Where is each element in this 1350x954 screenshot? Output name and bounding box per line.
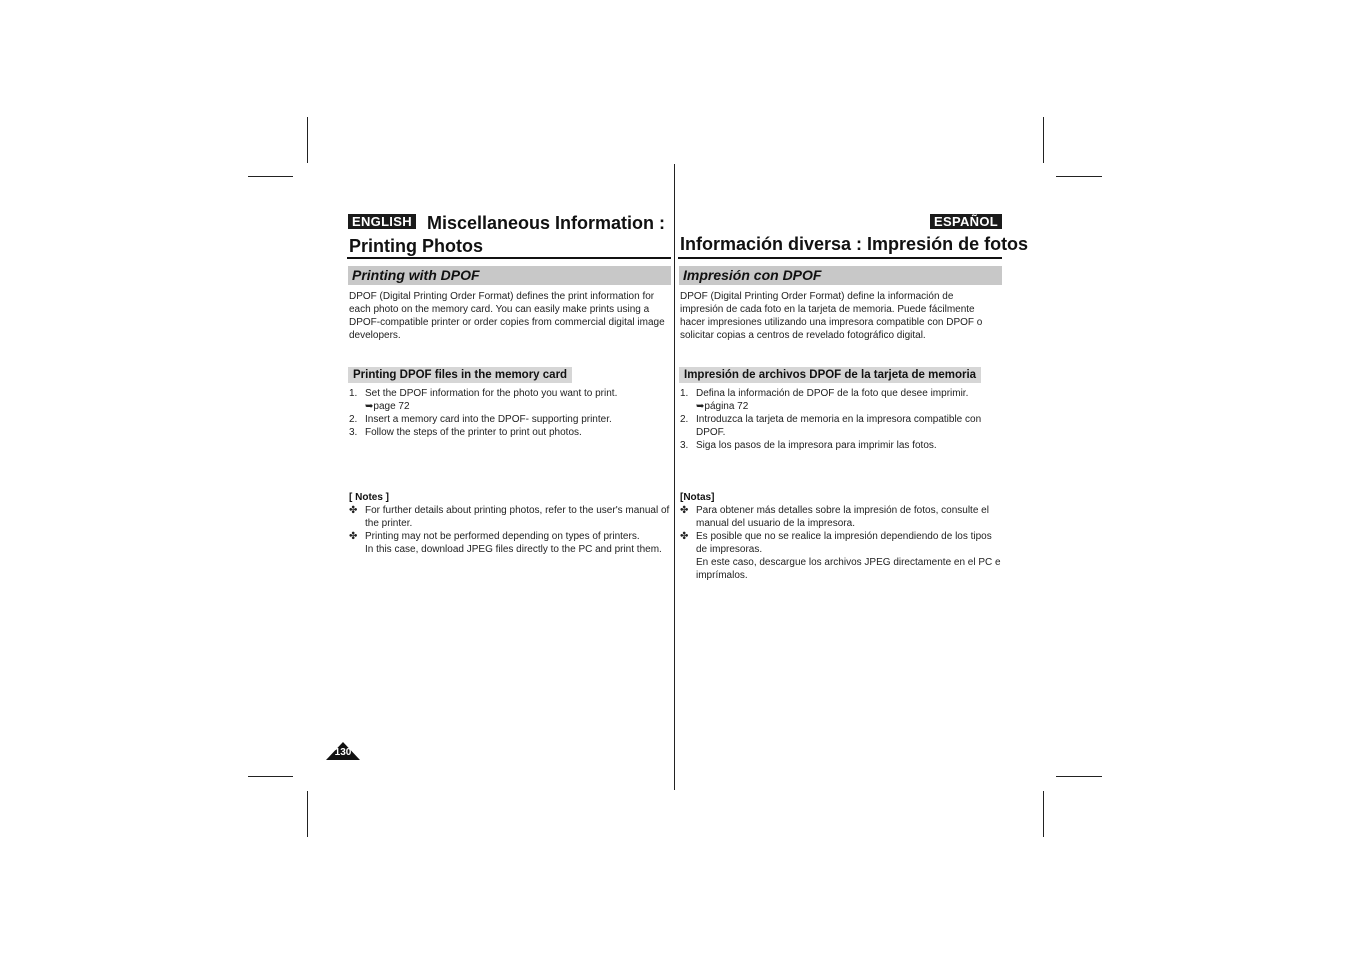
english-language-badge: ENGLISH	[348, 214, 416, 229]
list-item: 3. Siga los pasos de la impresora para imprimir las fotos.	[680, 440, 937, 451]
list-item: ✤ Printing may not be performed depending on types of printers. In this case, download JPEG files directly to the PC and print them.	[349, 531, 662, 555]
english-title-rule	[347, 257, 671, 259]
english-section-title: Printing with DPOF	[348, 266, 671, 285]
spanish-subsection-title: Impresión de archivos DPOF de la tarjeta de memoria	[679, 367, 981, 383]
page-number-badge	[326, 742, 360, 760]
spanish-notes-list	[680, 504, 1002, 582]
crop-mark	[307, 117, 308, 163]
list-item: 3. Follow the steps of the printer to print out photos.	[349, 427, 582, 438]
english-notes-list	[349, 504, 671, 556]
spanish-steps-list	[680, 387, 1000, 452]
crop-mark	[307, 791, 308, 837]
english-notes-title: [ Notes ]	[349, 492, 389, 503]
spanish-section-title: Impresión con DPOF	[679, 266, 1002, 285]
crop-mark	[1043, 791, 1044, 837]
page-reference: ➥page 72	[365, 401, 410, 412]
page-number: 130	[334, 747, 352, 758]
crop-mark	[248, 176, 293, 177]
list-item: ✤ Para obtener más detalles sobre la impresión de fotos, consulte el manual del usuario de la impresora.	[680, 505, 989, 529]
list-item: ✤ For further details about printing photos, refer to the user's manual of the printer.	[349, 505, 670, 529]
list-item: ✤ Es posible que no se realice la impresión dependiendo de los tipos de impresoras. En este caso, descargue los archivos JPEG directamente en el PC e imprímalos.	[680, 531, 1001, 581]
bullet-icon: ✤	[680, 505, 689, 516]
bullet-icon: ✤	[680, 531, 689, 542]
spanish-notes-title: [Notas]	[680, 492, 715, 503]
list-item: 1. Set the DPOF information for the photo you want to print. ➥page 72	[349, 388, 618, 412]
crop-mark	[1043, 117, 1044, 163]
bullet-icon: ✤	[349, 505, 358, 516]
crop-mark	[1056, 176, 1102, 177]
crop-mark	[248, 776, 293, 777]
crop-mark	[1056, 776, 1102, 777]
english-subsection-title: Printing DPOF files in the memory card	[348, 367, 572, 383]
english-intro-paragraph: DPOF (Digital Printing Order Format) defines the print information for each photo on the memory card. You can easily make prints using a DPOF-compatible printer or order copies from commercial digital image developers.	[349, 291, 665, 341]
spanish-title: Información diversa : Impresión de fotos	[680, 234, 1029, 254]
column-divider	[674, 164, 675, 790]
page-reference: ➥página 72	[696, 401, 749, 412]
list-item: 2. Insert a memory card into the DPOF- supporting printer.	[349, 414, 612, 425]
english-steps-list	[349, 387, 669, 439]
spanish-language-badge: ESPAÑOL	[930, 214, 1002, 229]
list-item: 1. Defina la información de DPOF de la foto que desee imprimir. ➥página 72	[680, 388, 969, 412]
english-title-line1: Miscellaneous Information :	[427, 213, 666, 233]
bullet-icon: ✤	[349, 531, 358, 542]
english-title-line2: Printing Photos	[349, 236, 483, 256]
spanish-intro-paragraph: DPOF (Digital Printing Order Format) define la información de impresión de cada foto en la tarjeta de memoria. Puede fácilmente hacer impresiones utilizando una impresora compatible con DPOF o solicitar copias a centros de revelado fotográfico digital.	[680, 291, 983, 341]
spanish-title-rule	[678, 257, 1002, 259]
list-item: 2. Introduzca la tarjeta de memoria en la impresora compatible con DPOF.	[680, 414, 982, 438]
